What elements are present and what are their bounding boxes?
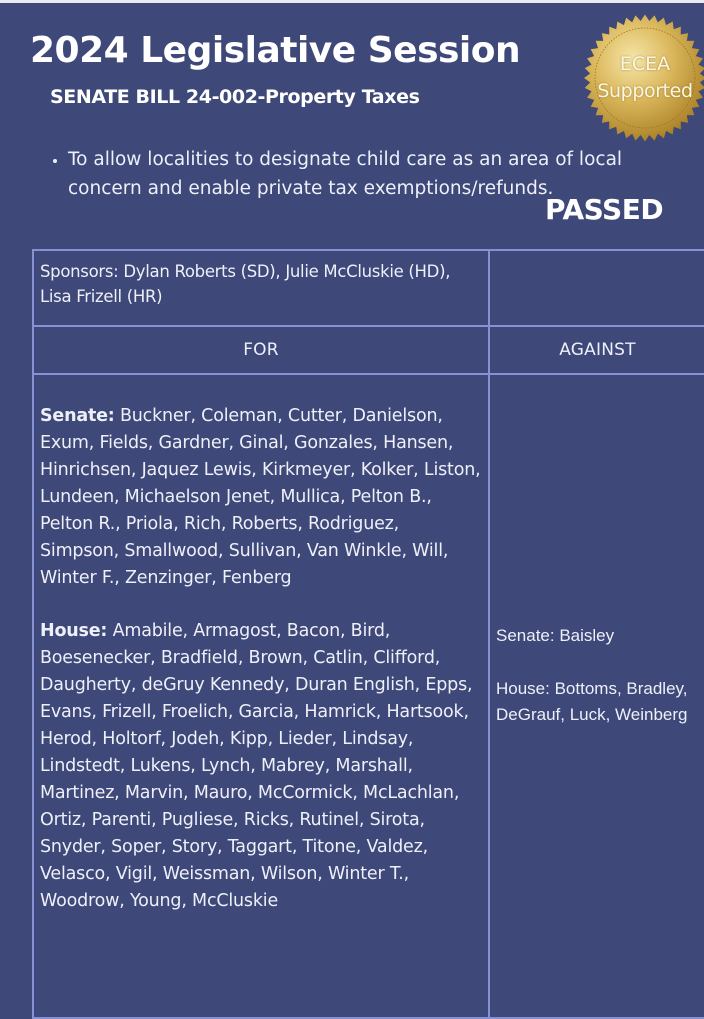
for-votes-cell	[33, 374, 489, 1018]
page-title: 2024 Legislative Session	[30, 30, 521, 71]
for-senate-names: Buckner, Coleman, Cutter, Danielson, Exum, Fields, Gardner, Ginal, Gonzales, Hansen, Hinrichsen, Jaquez Lewis, Kirkmeyer, Kolker, Liston, Lundeen, Michaelson Jenet, Mullica, Pelton B., Pelton R., Priola, Rich, Roberts, Rodriguez, Simpson, Smallwood, Sullivan, Van Winkle, Will, Winter F., Zenzinger, Fenberg	[40, 406, 481, 588]
status-badge: PASSED	[545, 193, 664, 226]
header-row	[33, 326, 704, 374]
for-senate-group	[40, 403, 482, 592]
seal-label	[583, 13, 704, 143]
top-edge	[0, 0, 704, 3]
for-house-names: Amabile, Armagost, Bacon, Bird, Boesenecker, Bradfield, Brown, Catlin, Clifford, Daugherty, deGruy Kennedy, Duran English, Epps, Evans, Frizell, Froelich, Garcia, Hamrick, Hartsook, Herod, Holtorf, Jodeh, Kipp, Lieder, Lindsay, Lindstedt, Lukens, Lynch, Mabrey, Marshall, Martinez, Marvin, Mauro, McCormick, McLachlan, Ortiz, Parenti, Pugliese, Ricks, Rutinel, Sirota, Snyder, Soper, Story, Taggart, Titone, Valdez, Velasco, Vigil, Weissman, Wilson, Winter T., Woodrow, Young, McCluskie	[40, 621, 473, 911]
for-house-label: House:	[40, 621, 108, 641]
against-header: AGAINST	[489, 326, 704, 374]
votes-row	[33, 374, 704, 1018]
vote-table	[32, 249, 704, 1019]
seal-line-1: ECEA	[619, 53, 671, 75]
bill-title: SENATE BILL 24-002-Property Taxes	[50, 86, 420, 108]
for-header: FOR	[33, 326, 489, 374]
against-house: House: Bottoms, Bradley, DeGrauf, Luck, Weinberg	[496, 678, 688, 725]
sponsors-cell: Sponsors: Dylan Roberts (SD), Julie McCluskie (HD), Lisa Frizell (HR)	[33, 250, 489, 326]
sponsors-empty-cell	[489, 250, 704, 326]
seal-line-2: Supported	[597, 80, 693, 102]
sponsors-row	[33, 250, 704, 326]
against-votes-cell	[489, 374, 704, 1018]
summary-bullet: • To allow localities to designate child care as an area of local concern and enable private tax exemptions/refunds.	[68, 146, 648, 203]
against-senate: Senate: Baisley	[496, 626, 615, 646]
for-house-group	[40, 618, 482, 915]
for-senate-label: Senate:	[40, 406, 115, 426]
